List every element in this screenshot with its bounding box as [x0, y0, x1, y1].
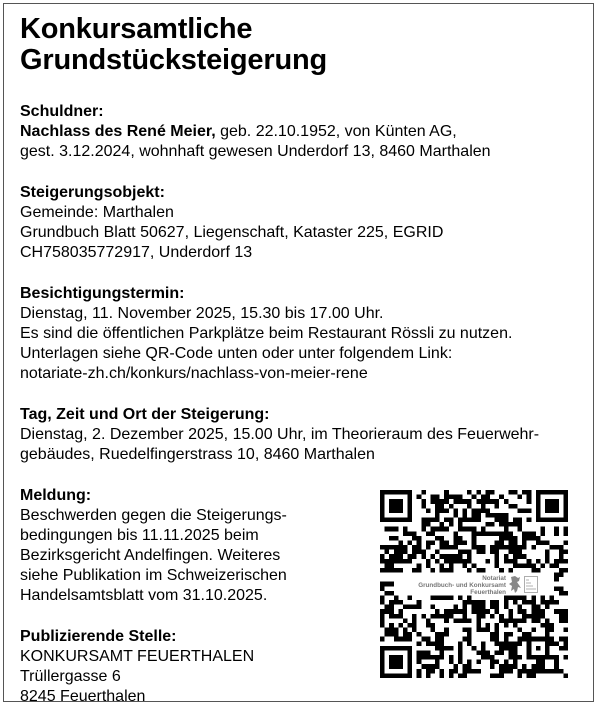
debtor-line-2: gest. 3.12.2024, wohnhaft gewesen Underdorf 13, 8460 Marthalen [20, 143, 491, 160]
section-steigerung [20, 405, 590, 465]
debtor-details: geb. 22.10.1952, von Künten AG, [215, 123, 457, 140]
section-title: Besichtigungstermin: [20, 285, 185, 302]
text-line: CH758035772917, Underdorf 13 [20, 244, 253, 261]
text-line: Dienstag, 11. November 2025, 15.30 bis 17.00 Uhr. [20, 305, 384, 322]
debtor-name: Nachlass des René Meier, [20, 123, 216, 140]
section-publizierende [20, 627, 370, 707]
section-title: Schuldner: [20, 103, 104, 120]
text-line: Unterlagen siehe QR-Code unten oder unter folgendem Link: [20, 345, 453, 362]
section-meldung [20, 486, 370, 606]
title-line: Grundstücksteigerung [20, 44, 327, 76]
qr-code-icon[interactable] [380, 490, 568, 678]
text-line: KONKURSAMT FEUERTHALEN [20, 648, 255, 665]
section-title: Meldung: [20, 487, 92, 504]
page-title [20, 14, 590, 76]
text-line: gebäudes, Ruedelfingerstrass 10, 8460 Marthalen [20, 446, 375, 463]
section-schuldner [20, 102, 590, 162]
section-objekt [20, 183, 590, 263]
logo-line: Feuerthalen [470, 589, 506, 596]
section-title: Tag, Zeit und Ort der Steigerung: [20, 406, 270, 423]
section-title: Publizierende Stelle: [20, 628, 177, 645]
text-line: Beschwerden gegen die Steigerungs- [20, 507, 287, 524]
text-line: siehe Publikation im Schweizerischen [20, 567, 287, 584]
section-title: Steigerungsobjekt: [20, 184, 165, 201]
title-line: Konkursamtliche [20, 13, 253, 45]
text-line: Es sind die öffentlichen Parkplätze beim Restaurant Rössli zu nutzen. [20, 325, 513, 342]
debtor-line [20, 122, 590, 142]
logo-line: Notariat [482, 575, 506, 582]
text-line: Grundbuch Blatt 50627, Liegenschaft, Kataster 225, EGRID [20, 224, 444, 241]
logo-line: Grundbuch- und Konkursamt [418, 582, 506, 589]
documents-link[interactable]: notariate-zh.ch/konkurs/nachlass-von-meier-rene [20, 365, 368, 382]
text-line: bedingungen bis 11.11.2025 beim [20, 527, 259, 544]
text-line: 8245 Feuerthalen [20, 688, 146, 705]
text-line: Bezirksgericht Andelfingen. Weiteres [20, 547, 281, 564]
section-besichtigung [20, 284, 590, 384]
text-line: Trüllergasse 6 [20, 668, 121, 685]
text-line: Gemeinde: Marthalen [20, 204, 174, 221]
text-line: Handelsamtsblatt vom 31.10.2025. [20, 587, 268, 604]
text-line: Dienstag, 2. Dezember 2025, 15.00 Uhr, im Theorieraum des Feuerwehr- [20, 426, 540, 443]
